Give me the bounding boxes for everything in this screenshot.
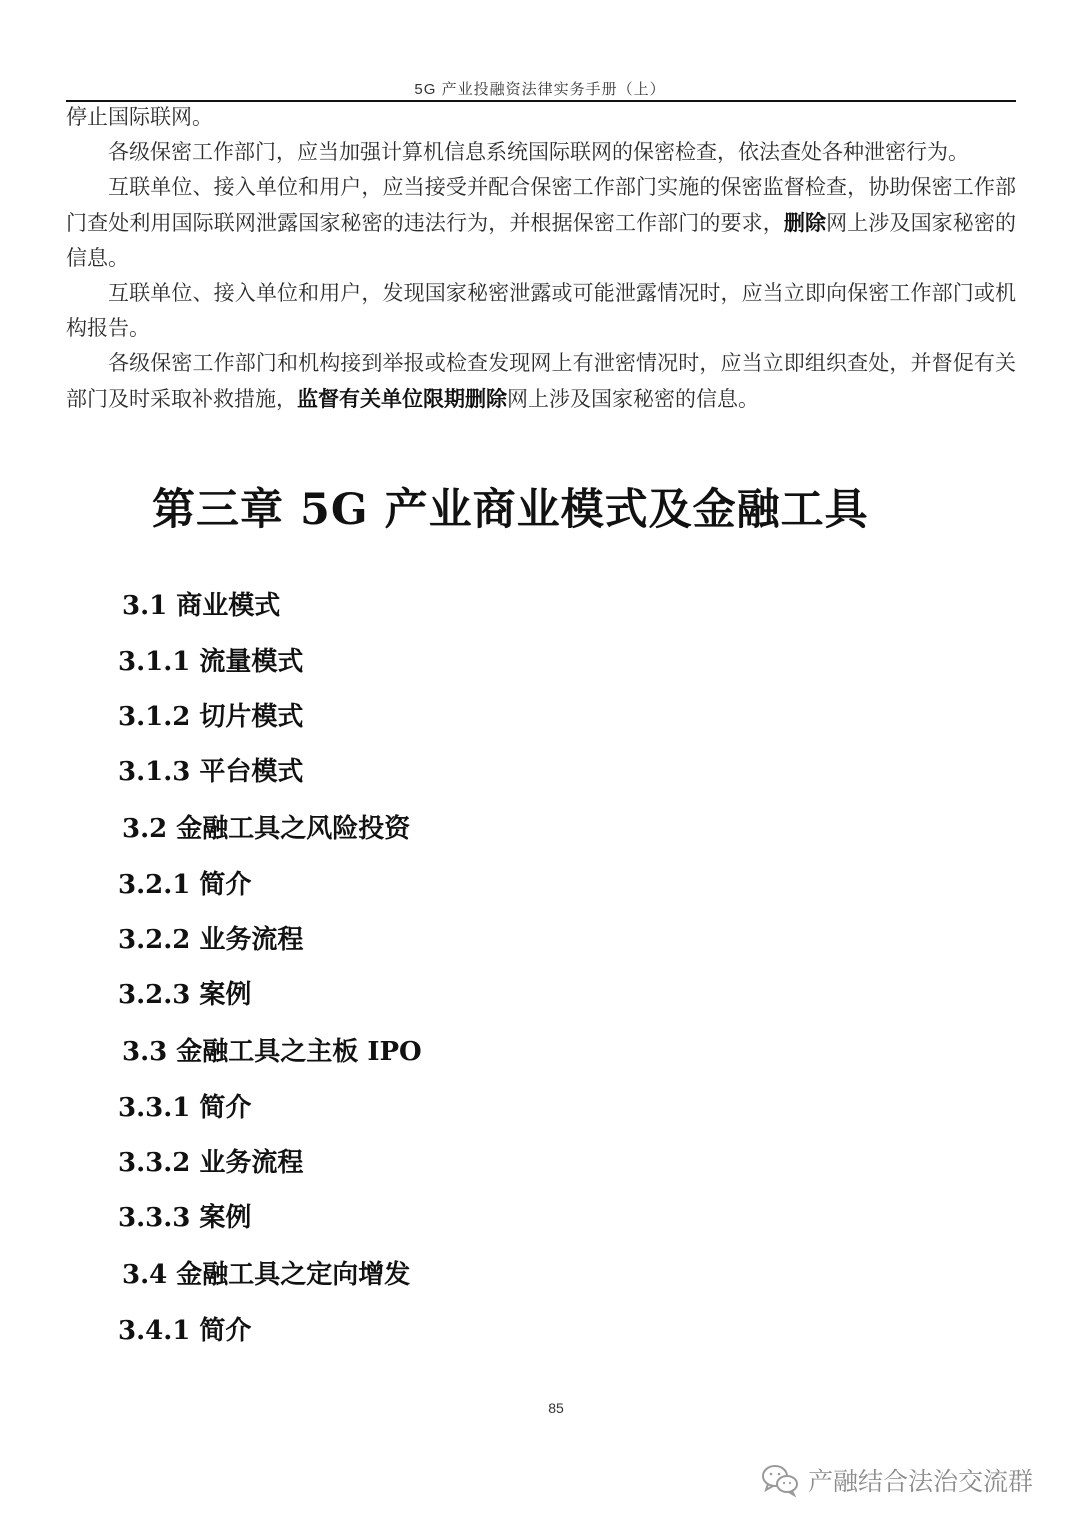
toc-section-3-3-2: 3.3.2 业务流程: [118, 1148, 304, 1178]
paragraph-2: 各级保密工作部门，应当加强计算机信息系统国际联网的保密检查，依法查处各种泄密行为。: [108, 140, 969, 164]
toc-section-3-3: 3.3 金融工具之主板 IPO: [122, 1037, 422, 1067]
watermark-text: 产融结合法治交流群: [808, 1467, 1034, 1496]
paragraph-5-text: 各级保密工作部门和机构接到举报或检查发现网上有泄密情况时，应当立即组织查处，并督促有关部门及时采取补救措施，: [66, 351, 1016, 411]
paragraph-5-bold: 监督有关单位限期删除: [297, 386, 507, 411]
watermark: [760, 1462, 1033, 1498]
paragraph-5-tail: 网上涉及国家秘密的信息。: [507, 387, 759, 411]
paragraph-1: 停止国际联网。: [66, 105, 213, 129]
toc-section-3-3-1: 3.3.1 简介: [118, 1093, 252, 1123]
running-header: 5G 产业投融资法律实务手册（上）: [414, 81, 666, 98]
toc-section-3-1-2: 3.1.2 切片模式: [118, 702, 304, 732]
toc-section-3-3-3: 3.3.3 案例: [118, 1203, 252, 1233]
toc-section-3-2: 3.2 金融工具之风险投资: [122, 814, 411, 844]
page-number: 85: [548, 1400, 564, 1416]
toc-section-3-2-1: 3.2.1 简介: [118, 870, 252, 900]
paragraph-3-bold: 删除: [783, 210, 827, 235]
paragraph-3-tail: 网上涉及国家秘密的信息。: [66, 211, 1017, 270]
chapter-title: 第三章 5G 产业商业模式及金融工具: [152, 485, 869, 535]
toc-section-3-1: 3.1 商业模式: [122, 591, 281, 621]
toc-section-3-2-2: 3.2.2 业务流程: [118, 925, 304, 955]
wechat-icon: [760, 1463, 800, 1497]
toc-section-3-4-1: 3.4.1 简介: [118, 1316, 252, 1346]
toc-section-3-1-1: 3.1.1 流量模式: [118, 647, 304, 677]
toc-section-3-4: 3.4 金融工具之定向增发: [122, 1260, 411, 1290]
toc-section-3-2-3: 3.2.3 案例: [118, 980, 252, 1010]
toc-section-3-1-3: 3.1.3 平台模式: [118, 757, 304, 787]
paragraph-3-text: 互联单位、接入单位和用户，应当接受并配合保密工作部门实施的保密监督检查，协助保密工作部门查处利用国际联网泄露国家秘密的违法行为，并根据保密工作部门的要求，: [66, 175, 1016, 235]
paragraph-4: 互联单位、接入单位和用户，发现国家秘密泄露或可能泄露情况时，应当立即向保密工作部门或机构报告。: [66, 281, 1016, 340]
